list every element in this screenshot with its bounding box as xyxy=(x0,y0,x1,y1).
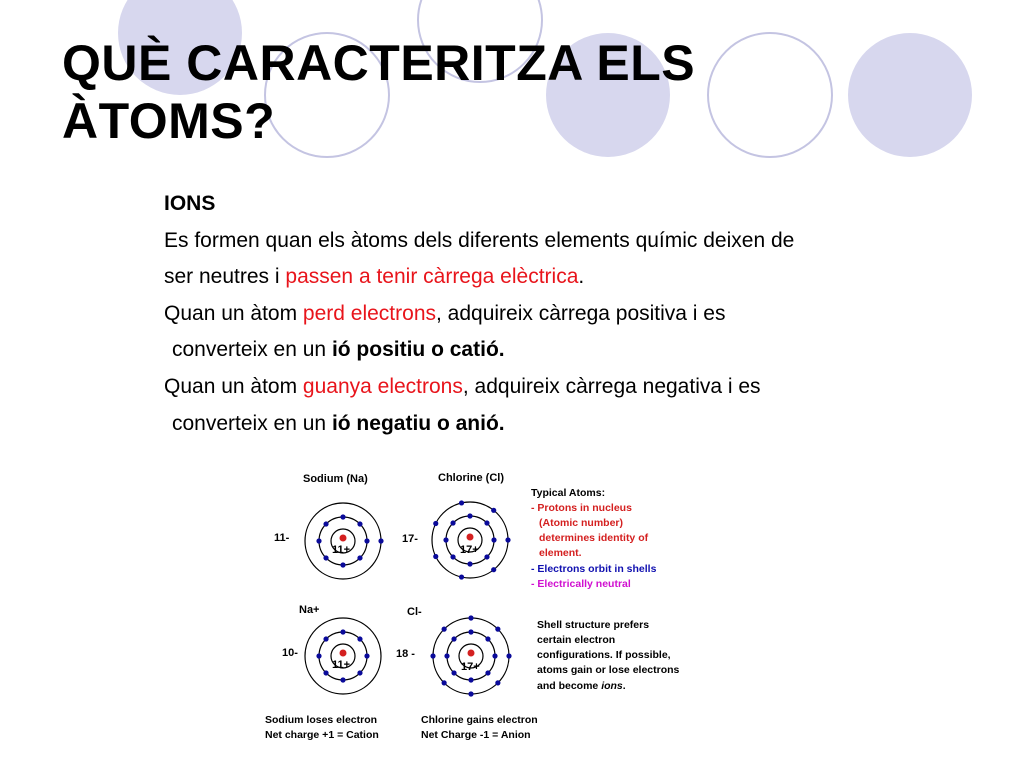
slide-body xyxy=(164,186,964,442)
electron xyxy=(323,636,328,641)
paragraph-2-line-2 xyxy=(164,332,964,369)
shell-text-1: Shell structure prefers xyxy=(537,619,650,631)
electron xyxy=(505,537,510,542)
paragraph-3-line-2 xyxy=(164,406,964,443)
electron xyxy=(506,653,511,658)
electron xyxy=(468,629,473,634)
sodium-caption-2: Net charge +1 = Cation xyxy=(265,729,379,741)
electron xyxy=(492,653,497,658)
sodium-nucleus-label: 11+ xyxy=(332,544,351,556)
electron xyxy=(443,537,448,542)
electron xyxy=(450,554,455,559)
electron xyxy=(491,508,496,513)
sodium-atom xyxy=(305,503,384,579)
electron xyxy=(484,554,489,559)
shell-text-2: certain electron xyxy=(537,634,616,646)
chlorine-nucleus-label: 17+ xyxy=(460,544,479,556)
shell-text-5a: and become xyxy=(537,680,602,692)
sodium-ion-title: Na+ xyxy=(299,604,320,616)
atoms-diagram xyxy=(255,458,735,748)
sodium-title: Sodium (Na) xyxy=(303,473,368,485)
nucleus xyxy=(340,535,347,542)
chlorine-caption-2: Net Charge -1 = Anion xyxy=(421,729,531,741)
p3-text-c: converteix en un xyxy=(172,411,332,435)
electron xyxy=(485,636,490,641)
electron xyxy=(364,538,369,543)
electron xyxy=(467,561,472,566)
electron xyxy=(459,500,464,505)
electron xyxy=(442,627,447,632)
electron xyxy=(433,521,438,526)
electron xyxy=(459,574,464,579)
electron xyxy=(323,670,328,675)
p3-text-b: , adquireix càrrega negativa i es xyxy=(462,374,761,398)
shell-text-5 xyxy=(537,680,626,692)
typical-protons: - Protons in nucleus xyxy=(531,502,632,514)
p2-text-c: converteix en un xyxy=(172,338,332,362)
chlorine-electron-count: 17- xyxy=(402,533,418,545)
electron xyxy=(442,680,447,685)
chlorine-title: Chlorine (Cl) xyxy=(438,472,504,484)
p2-highlight: perd electrons xyxy=(302,301,436,325)
electron xyxy=(357,670,362,675)
chlorine-caption-1: Chlorine gains electron xyxy=(421,714,538,726)
electron xyxy=(430,653,435,658)
nucleus xyxy=(468,650,475,657)
shell-text-5-em: ions xyxy=(601,680,623,692)
deco-circle-outline-3 xyxy=(708,33,832,157)
electron xyxy=(467,513,472,518)
electron xyxy=(491,567,496,572)
electron xyxy=(378,538,383,543)
slide-title-line-2: ÀTOMS? xyxy=(62,93,276,149)
sodium-caption-1: Sodium loses electron xyxy=(265,714,378,726)
chlorine-ion xyxy=(430,615,511,696)
electron xyxy=(451,670,456,675)
nucleus xyxy=(467,534,474,541)
electron xyxy=(340,629,345,634)
chlorine-atom xyxy=(432,500,511,579)
shell-text-4: atoms gain or lose electrons xyxy=(537,664,680,676)
electron xyxy=(495,627,500,632)
electron xyxy=(491,537,496,542)
shell-text-3: configurations. If possible, xyxy=(537,649,671,661)
paragraph-2-line-1 xyxy=(164,296,964,333)
electron xyxy=(451,636,456,641)
section-heading: IONS xyxy=(164,192,216,215)
p1-end: . xyxy=(578,265,585,289)
typical-atoms-title: Typical Atoms: xyxy=(531,487,606,499)
electron xyxy=(485,670,490,675)
electron xyxy=(340,677,345,682)
paragraph-3-line-1 xyxy=(164,369,964,406)
typical-element: element. xyxy=(539,547,582,559)
typical-identity: determines identity of xyxy=(539,532,649,544)
electron xyxy=(340,562,345,567)
electron xyxy=(316,653,321,658)
paragraph-1-line-1: Es formen quan els àtoms dels diferents elements químic deixen de xyxy=(164,228,795,252)
electron xyxy=(468,677,473,682)
p1-text: ser neutres i xyxy=(164,265,286,289)
slide-title xyxy=(62,34,695,150)
electron xyxy=(468,615,473,620)
electron xyxy=(450,520,455,525)
sodium-electron-count: 11- xyxy=(274,532,290,544)
electron xyxy=(316,538,321,543)
electron xyxy=(468,691,473,696)
p2-text-b: , adquireix càrrega positiva i es xyxy=(436,301,726,325)
typical-electrons: - Electrons orbit in shells xyxy=(531,563,657,575)
electron xyxy=(357,521,362,526)
electron xyxy=(340,514,345,519)
sodium-ion xyxy=(305,618,381,694)
electron xyxy=(323,555,328,560)
electron xyxy=(495,680,500,685)
chlorine-ion-nucleus-label: 17+ xyxy=(461,661,480,673)
shell-text-5-end: . xyxy=(622,680,626,692)
nucleus xyxy=(340,650,347,657)
electron xyxy=(433,554,438,559)
chlorine-ion-title: Cl- xyxy=(407,606,422,618)
electron xyxy=(484,520,489,525)
sodium-ion-electron-count: 10- xyxy=(282,647,298,659)
sodium-ion-nucleus-label: 11+ xyxy=(332,659,351,671)
electron xyxy=(364,653,369,658)
p2-bold: ió positiu o catió. xyxy=(331,338,505,362)
p2-text-a: Quan un àtom xyxy=(164,301,303,325)
p3-highlight: guanya electrons xyxy=(302,374,463,398)
deco-circle-filled-3 xyxy=(848,33,972,157)
electron xyxy=(357,555,362,560)
electron xyxy=(444,653,449,658)
typical-atomic-number: (Atomic number) xyxy=(539,517,623,529)
slide-title-line-1: QUÈ CARACTERITZA ELS xyxy=(62,35,696,91)
paragraph-1-line-2 xyxy=(164,259,964,296)
chlorine-ion-electron-count: 18 - xyxy=(396,648,415,660)
p3-bold: ió negatiu o anió. xyxy=(331,411,505,435)
p1-highlight: passen a tenir càrrega elèctrica xyxy=(285,265,579,289)
electron xyxy=(357,636,362,641)
p3-text-a: Quan un àtom xyxy=(164,374,303,398)
typical-neutral: - Electrically neutral xyxy=(531,578,631,590)
electron xyxy=(323,521,328,526)
